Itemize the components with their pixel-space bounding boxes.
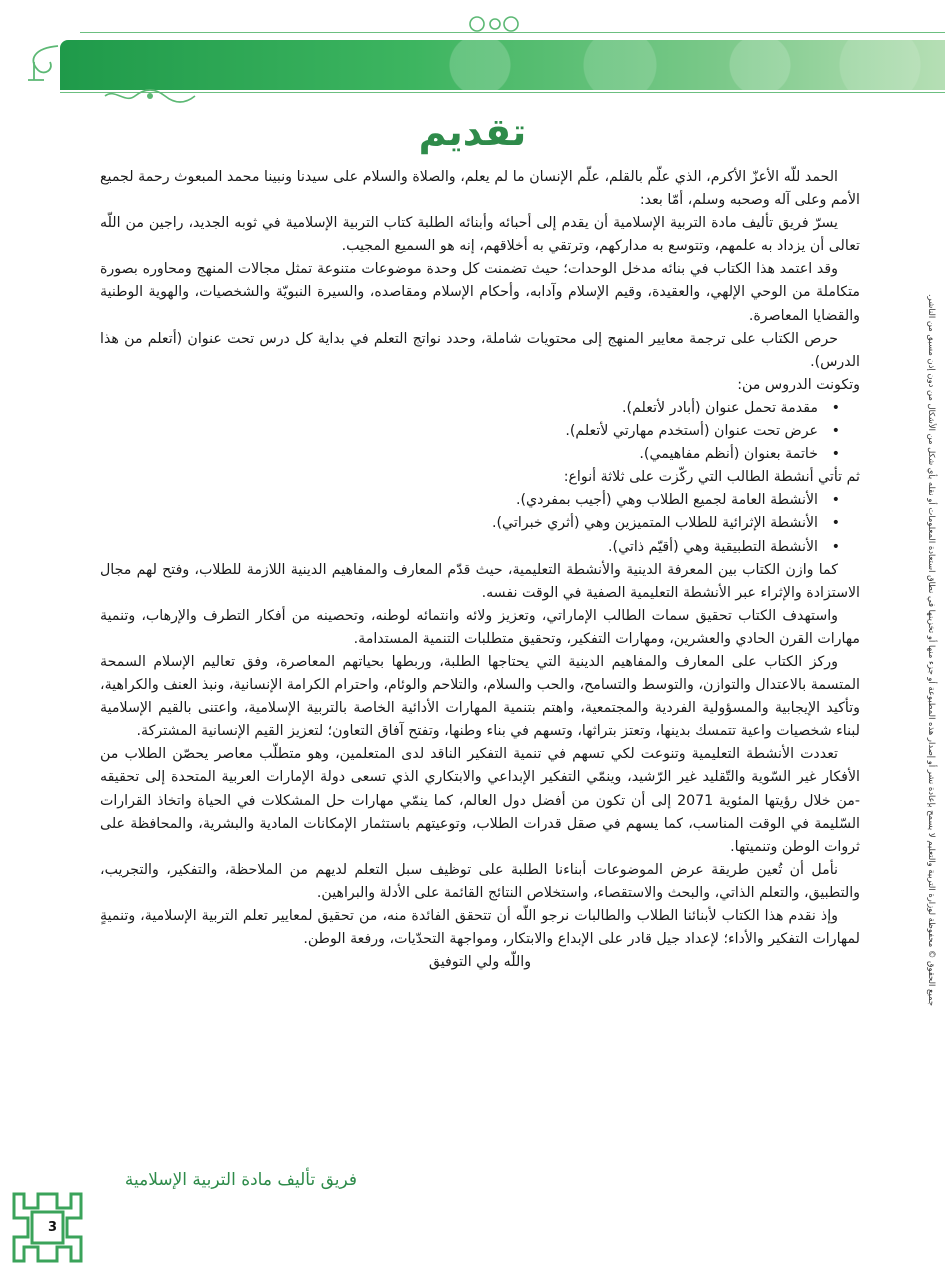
author-signature: فريق تأليف مادة التربية الإسلامية (124, 1170, 357, 1190)
list-item: • خاتمة بعنوان (أنظم مفاهيمي). (100, 443, 818, 466)
values-paragraph: وركز الكتاب على المعارف والمفاهيم الدينية التي يحتاجها الطلبة، وربطها بحياتهم المعاصرة، وفق تعاليم الإسلام السمحة المتسمة بالاعتدال والتوازن، والتوسط والتسامح، والحب والسلام، والتلاحم والوئام، واحترام الكرامة الإنسانية، ونبذ العنف والكراهية، وتأكيد الإيجابية والمسؤولية الفردية والمجتمعية، واهتم بتنمية المهارات الأدائية الخاصة بالتربية الإسلامية، واعتنى بالقيم الإسلامية لبناء شخصيات واعية تتمسك بدينها، وتعتز بتراثها، وتسهم في بناء وطنها، وتفتح آفاق التعاون؛ لتعزيز القيم الإنسانية المشتركة. (100, 653, 860, 740)
list-item: • الأنشطة الإثرائية للطلاب المتميزين وهي (أثري خبراتي). (100, 512, 818, 535)
closing-line: واللّه ولي التوفيق (428, 954, 532, 971)
copyright-side-note (921, 290, 943, 1010)
activities-intro: ثم تأتي أنشطة الطالب التي ركّزت على ثلاثة أنواع: (563, 469, 860, 486)
copyright-text: جميع الحقوق © محفوظة لوزارة التربية والتعليم لا يسمح بإعادة نشر أو إصدار هذه المطبوعة أو جزء منها أو تخزينها في نطاق استعادة المعلومات أو نقله بأي شكل من الأشكال من دون إذن مسبق من الناشر. (927, 293, 937, 1007)
top-swirl-ornament (465, 12, 525, 36)
list-item: • عرض تحت عنوان (أستخدم مهارتي لأتعلم). (100, 420, 818, 443)
learning-paragraph: نأمل أن تُعين طريقة عرض الموضوعات أبناءنا الطلبة على توظيف سبل التعلم لديهم من الملاحظة، والتفكير، والتجريب، والتطبيق، والتعلم الذاتي، والبحث والاستقصاء، واستخلاص النتائج القائمة على الأدلة والبراهين. (100, 861, 860, 901)
left-corner-ornament (14, 40, 64, 90)
intro-paragraph: الحمد للّه الأعزّ الأكرم، الذي علّم بالقلم، علّم الإنسان ما لم يعلم، والصلاة والسلام على سيدنا ونبينا محمد المبعوث رحمة لجميع الأمم وعلى آله وصحبه وسلم، أمّا بعد: (100, 169, 860, 209)
standards-paragraph: حرص الكتاب على ترجمة معايير المنهج إلى محتويات شاملة، وحدد نواتج التعلم في بداية كل درس تحت عنوان (أتعلم من هذا الدرس). (100, 330, 860, 370)
list-item: • مقدمة تحمل عنوان (أبادر لأتعلم). (100, 397, 818, 420)
objectives-paragraph: واستهدف الكتاب تحقيق سمات الطالب الإماراتي، وتعزيز ولائه وانتمائه لوطنه، وتحصينه من أفكار التطرف والإرهاب، وتنمية مهارات القرن الحادي والعشرين، ومهارات التفكير، وتحقيق متطلبات التنمية المستدامة. (100, 607, 860, 647)
preface-body (100, 166, 860, 974)
units-paragraph: وقد اعتمد هذا الكتاب في بنائه مدخل الوحدات؛ حيث تضمنت كل وحدة موضوعات متنوعة تمثل مجالات المنهج ومحاوره بصورة متكاملة من الوحي الإلهي، والعقيدة، وقيم الإسلام وآدابه، وأحكام الإسلام ومقاصده، والسيرة النبويّة والشخصيات، والهوية الوطنية والقضايا المعاصرة. (100, 261, 860, 324)
conclusion-paragraph: وإذ نقدم هذا الكتاب لأبنائنا الطلاب والطالبات نرجو اللّه أن تتحقق الفائدة منه، من تحقيق لمعايير تعلم التربية الإسلامية، وتنميةٍ لمهارات التفكير والأداء؛ لإعداد جيل قادر على الإبداع والابتكار، ومواجهة التحدّيات، ورفعة الوطن. (100, 908, 860, 948)
thinking-paragraph: تعددت الأنشطة التعليمية وتنوعت لكي تسهم في تنمية التفكير الناقد لدى المتعلمين، وهو متطلّب معاصر يحصّن الطلاب من الأفكار غير السّوية والتّقليد غير الرّشيد، وينمّي التفكير الإبداعي والابتكاري الذي تسعى دولة الإمارات العربية المتحدة إلى تحقيقه -من خلال رؤيتها المئوية 2071 إلى أن تكون من أفضل دول العالم، كما ينمّي مهارات حل المشكلات في الحياة واتخاذ القرارات السّليمة في الوقت المناسب، كما يسهم في صقل قدرات الطلاب، وتوعيتهم باستثمار الإمكانات المادية والبشرية، والمحافظة على ثروات الوطن وتنميتها. (100, 746, 860, 855)
activities-list (100, 489, 860, 558)
page-title: تقديم (418, 110, 527, 154)
lessons-list (100, 397, 860, 466)
purpose-paragraph: يسرّ فريق تأليف مادة التربية الإسلامية أن يقدم إلى أحبائه وأبنائه الطلبة كتاب التربية الإسلامية في ثوبه الجديد، راجين من اللّه تعالى أن يزداد به علمهم، وتتوسع به مداركهم، وترتقي به أخلاقهم، إنه هو السميع المجيب. (100, 215, 860, 255)
list-item: • الأنشطة العامة لجميع الطلاب وهي (أجيب بمفردي). (100, 489, 818, 512)
page-number: 3 (48, 1220, 58, 1235)
balance-paragraph: كما وازن الكتاب بين المعرفة الدينية والأنشطة التعليمية، حيث قدّم المعارف والمفاهيم الدينية اللازمة للطلاب، وفتح لهم مجال الاستزادة والإثراء عبر الأنشطة التعليمية الصفية في الوقت نفسه. (100, 561, 860, 601)
lessons-intro: وتكونت الدروس من: (737, 376, 860, 393)
header-banner (60, 40, 945, 90)
bottom-swirl-ornament (100, 88, 200, 104)
list-item: • الأنشطة التطبيقية وهي (أقيّم ذاتي). (100, 536, 818, 559)
